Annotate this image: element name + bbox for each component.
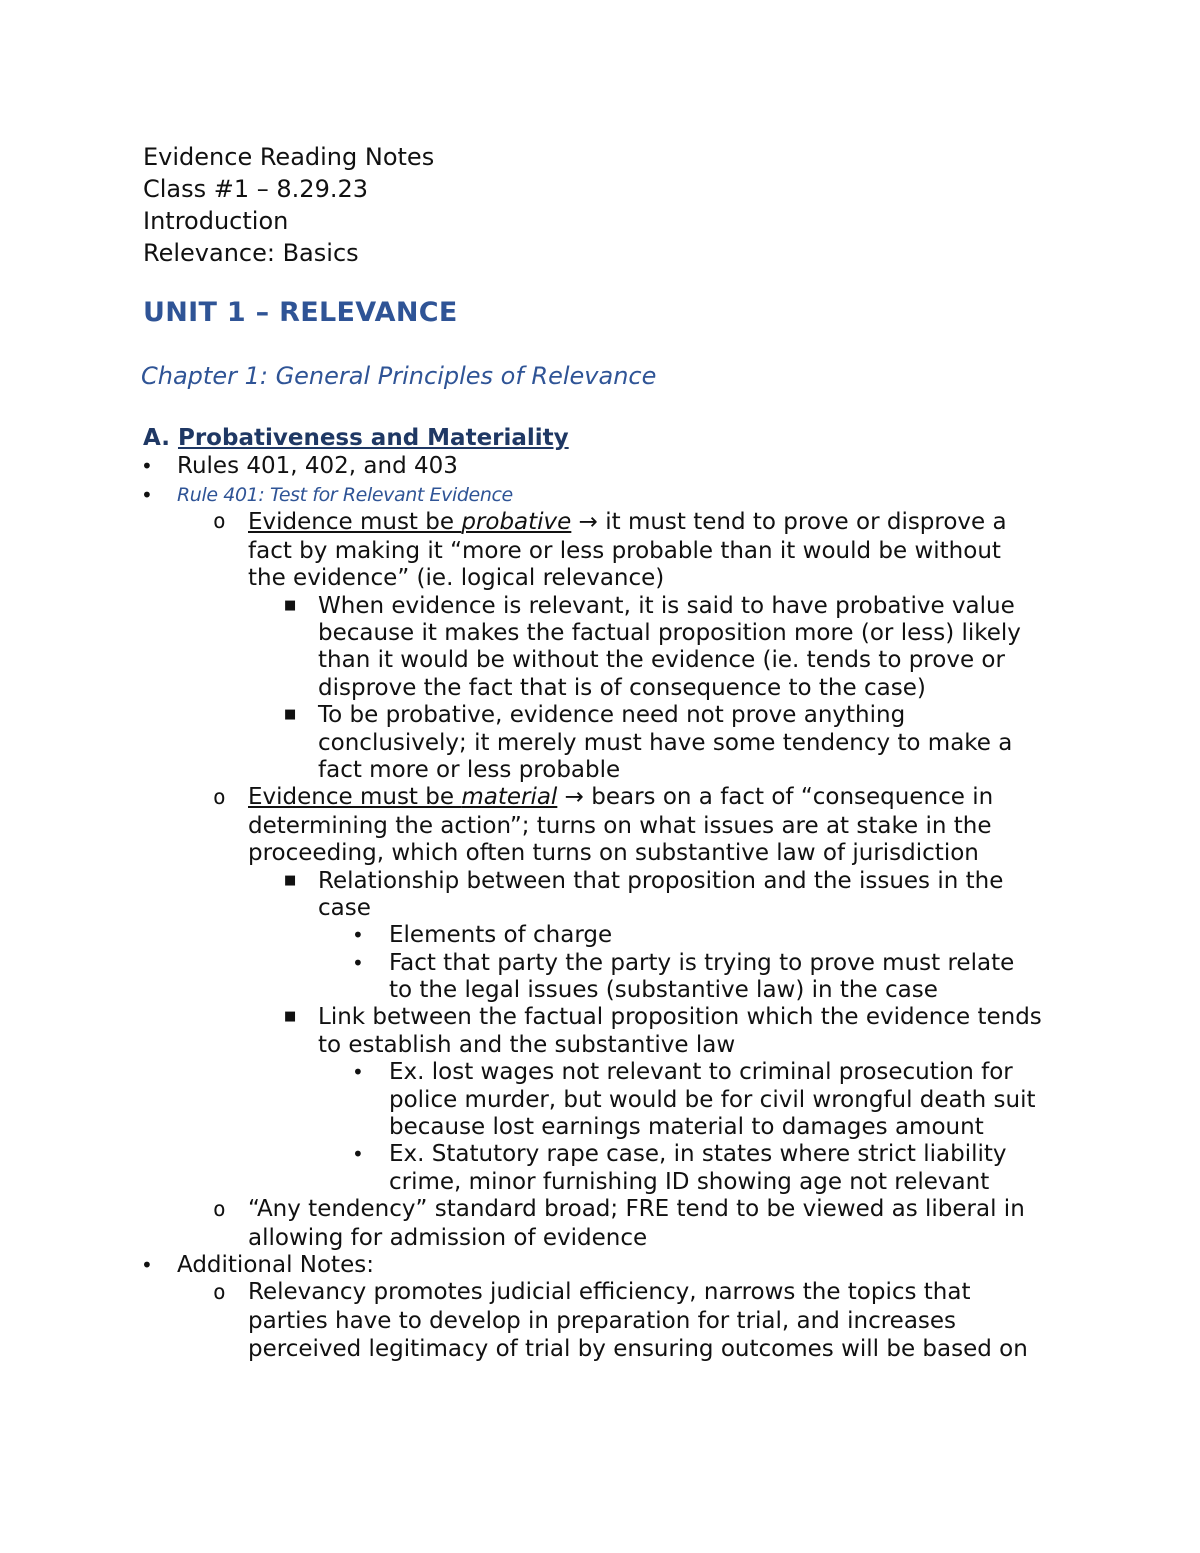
list-item-ex-wages-line2: police murder, but would be for civil wrongful death suit [389,1087,1036,1113]
list-item-need-not-prove-line2: conclusively; it merely must have some tendency to make a [318,730,1013,756]
bullet-dot-icon: • [352,1142,364,1166]
list-item-probative-value-line3: than it would be without the evidence (ie. tends to prove or [318,647,1005,673]
chapter-heading: Chapter 1: General Principles of Relevance [141,362,657,390]
bullet-square-icon: ■ [284,873,297,888]
list-item-rules: Rules 401, 402, and 403 [177,453,458,479]
arrow-right-icon: → [571,509,606,535]
document-title: Evidence Reading Notes [143,143,435,171]
list-item-probative-line2: fact by making it “more or less probable than it would be without [248,538,1001,564]
bullet-dot-icon: • [141,483,153,507]
list-item-need-not-prove: To be probative, evidence need not prove anything [318,702,906,728]
keyword-material: material [461,784,558,810]
section-heading [143,424,569,452]
list-item-ex-wages-line3: because lost earnings material to damages amount [389,1114,984,1140]
list-item-link-line2: to establish and the substantive law [318,1032,736,1058]
list-item-relationship: Relationship between that proposition and the issues in the [318,868,1004,894]
unit-heading: UNIT 1 – RELEVANCE [143,297,458,328]
list-item-relevancy-line3: perceived legitimacy of trial by ensuring outcomes will be based on [248,1336,1028,1362]
list-item-material-line3: proceeding, which often turns on substantive law of jurisdiction [248,840,979,866]
list-item-fact-party-line2: to the legal issues (substantive law) in the case [389,977,938,1003]
bullet-circle-icon: o [213,1280,226,1304]
list-item-probative-value: When evidence is relevant, it is said to have probative value [318,593,1015,619]
bullet-circle-icon: o [213,509,226,533]
list-item-relevancy: Relevancy promotes judicial efficiency, narrows the topics that [248,1279,971,1305]
list-item-material-line2: determining the action”; turns on what issues are at stake in the [248,813,992,839]
list-item-fact-party: Fact that party the party is trying to prove must relate [389,950,1015,976]
bullet-dot-icon: • [352,923,364,947]
list-item-probative-line3: the evidence” (ie. logical relevance) [248,565,665,591]
bullet-dot-icon: • [352,951,364,975]
arrow-right-icon: → [557,784,592,810]
list-item-ex-statutory: Ex. Statutory rape case, in states where strict liability [389,1141,1007,1167]
list-item-any-tendency-line2: allowing for admission of evidence [248,1225,648,1251]
bullet-dot-icon: • [141,454,153,478]
list-item-link: Link between the factual proposition which the evidence tends [318,1004,1042,1030]
bullet-square-icon: ■ [284,1009,297,1024]
section-letter: A. [143,425,178,451]
bullet-square-icon: ■ [284,598,297,613]
list-item-rule401: Rule 401: Test for Relevant Evidence [177,484,513,506]
list-item-relationship-line2: case [318,895,371,921]
list-item-probative-value-line4: disprove the fact that is of consequence to the case) [318,675,926,701]
bullet-dot-icon: • [352,1060,364,1084]
list-item-need-not-prove-line3: fact more or less probable [318,757,621,783]
section-title: Probativeness and Materiality [177,425,569,451]
bullet-dot-icon: • [141,1253,153,1277]
list-item-ex-statutory-line2: crime, minor furnishing ID showing age not relevant [389,1169,990,1195]
bullet-circle-icon: o [213,1197,226,1221]
list-item-material: Evidence must be material → bears on a fact of “consequence in [248,784,994,810]
list-item-any-tendency: “Any tendency” standard broad; FRE tend to be viewed as liberal in [248,1196,1025,1222]
list-item-additional-notes: Additional Notes: [177,1252,374,1278]
bullet-square-icon: ■ [284,707,297,722]
list-item-elements: Elements of charge [389,922,613,948]
keyword-probative: probative [461,509,572,535]
topic-relevance-basics: Relevance: Basics [143,239,359,267]
list-item-probative: Evidence must be probative → it must tend to prove or disprove a [248,509,1007,535]
bullet-circle-icon: o [213,785,226,809]
list-item-ex-wages: Ex. lost wages not relevant to criminal prosecution for [389,1059,1013,1085]
list-item-relevancy-line2: parties have to develop in preparation for trial, and increases [248,1308,957,1334]
class-line: Class #1 – 8.29.23 [143,175,369,203]
topic-introduction: Introduction [143,207,289,235]
list-item-probative-value-line2: because it makes the factual proposition more (or less) likely [318,620,1021,646]
